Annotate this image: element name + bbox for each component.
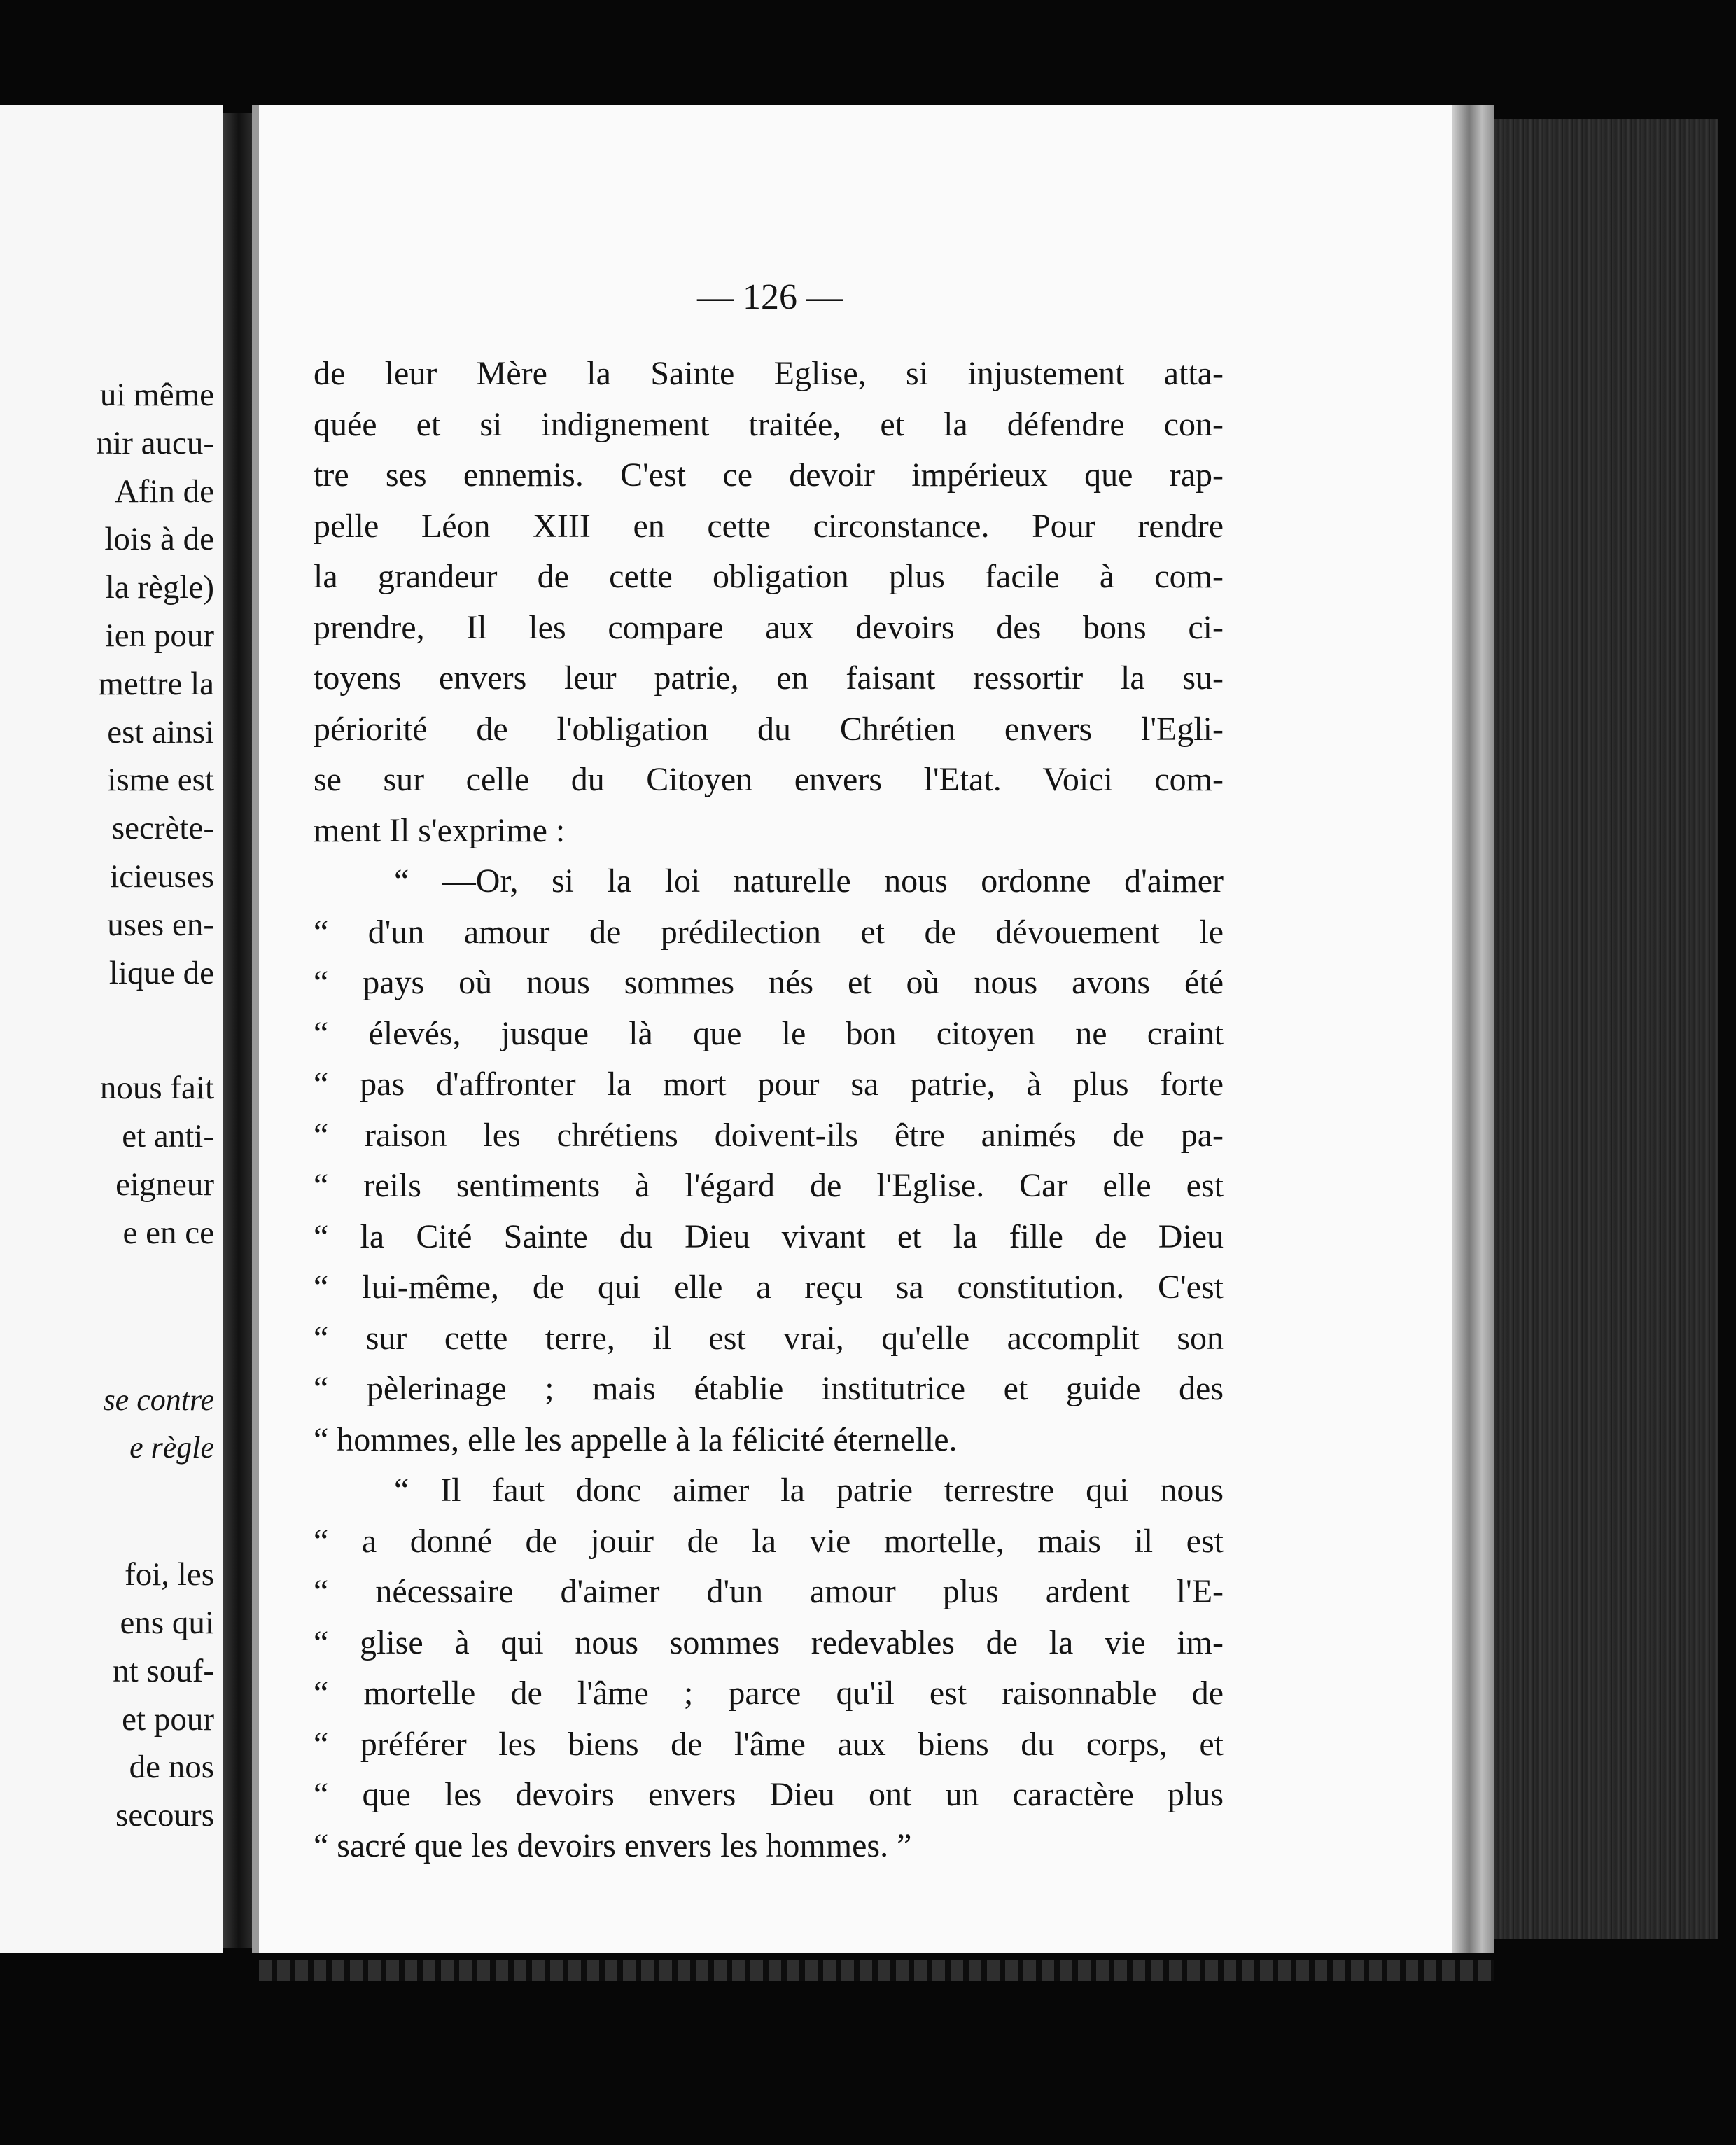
page-body — [314, 349, 1224, 1871]
text-line: ment Il s'exprime : — [314, 811, 566, 849]
left-line: nous fait — [99, 1070, 214, 1107]
left-page — [0, 105, 223, 1953]
quote-line: “ élevés, jusque là que le bon citoyen ne craint — [314, 1014, 1224, 1052]
text-line: quée et si indignement traitée, et la défendre con- — [314, 405, 1224, 443]
left-line: isme est — [107, 762, 214, 799]
left-line: ien pour — [105, 617, 214, 654]
quote-line: “ pèlerinage ; mais établie institutrice et guide des — [314, 1370, 1224, 1407]
left-line-italic: se contre — [103, 1382, 214, 1417]
quote-line: “ mortelle de l'âme ; parce qu'il est raisonnable de — [314, 1675, 1224, 1712]
left-line: Afin de — [114, 473, 214, 510]
quote-line: “ hommes, elle les appelle à la félicité éternelle. — [314, 1420, 958, 1458]
left-line: ui même — [99, 377, 214, 413]
quote-line: “ que les devoirs envers Dieu ont un caractère plus — [314, 1776, 1224, 1813]
left-line: icieuses — [110, 858, 214, 895]
left-line: secrète- — [111, 810, 214, 847]
quote-line: “ glise à qui nous sommes redevables de la vie im- — [314, 1623, 1224, 1661]
page-number: — 126 — — [697, 277, 843, 317]
text-line: se sur celle du Citoyen envers l'Etat. Voici com- — [314, 761, 1224, 798]
quote-line: “ reils sentiments à l'égard de l'Eglise. Car elle est — [314, 1167, 1224, 1204]
left-line: e en ce — [122, 1214, 214, 1251]
book-gutter — [223, 113, 252, 1948]
left-line: nt souf- — [113, 1652, 214, 1689]
left-line: foi, les — [125, 1556, 214, 1593]
left-line: eigneur — [115, 1166, 214, 1203]
book-fore-edge — [1494, 119, 1718, 1939]
left-line: la règle) — [105, 569, 214, 606]
quote-line: “ a donné de jouir de la vie mortelle, mais il est — [314, 1522, 1224, 1560]
left-line: nir aucu- — [96, 424, 214, 461]
text-line: toyens envers leur patrie, en faisant ressortir la su- — [314, 659, 1224, 697]
quote-line: “ préférer les biens de l'âme aux biens du corps, et — [314, 1725, 1224, 1763]
left-line: lois à de — [104, 521, 214, 558]
text-line: périorité de l'obligation du Chrétien envers l'Egli- — [314, 710, 1224, 748]
left-line: ens qui — [120, 1604, 214, 1641]
left-page-text — [0, 371, 214, 1840]
quote-line: “ d'un amour de prédilection et de dévouement le — [314, 913, 1224, 951]
left-line: est ainsi — [107, 713, 214, 750]
text-line: la grandeur de cette obligation plus facile à com- — [314, 558, 1224, 595]
left-line-italic: e règle — [130, 1430, 214, 1465]
quote-line: “ sur cette terre, il est vrai, qu'elle accomplit son — [314, 1319, 1224, 1357]
left-line: secours — [115, 1797, 214, 1834]
quote-line: “ —Or, si la loi naturelle nous ordonne d'aimer — [394, 862, 1224, 900]
quote-line: “ raison les chrétiens doivent-ils être animés de pa- — [314, 1116, 1224, 1154]
left-line: et anti- — [122, 1118, 214, 1155]
left-line: lique de — [108, 954, 214, 991]
left-line: et pour — [122, 1700, 214, 1738]
left-line: uses en- — [107, 906, 214, 943]
text-line: prendre, Il les compare aux devoirs des bons ci- — [314, 608, 1224, 646]
bottom-edge-strip — [259, 1960, 1494, 1981]
page-stack-edge — [1452, 105, 1494, 1953]
quote-line: “ la Cité Sainte du Dieu vivant et la fille de Dieu — [314, 1217, 1224, 1255]
quote-line: “ sacré que les devoirs envers les hommes. ” — [314, 1826, 912, 1864]
text-line: tre ses ennemis. C'est ce devoir impérieux que rap- — [314, 456, 1224, 494]
text-line: de leur Mère la Sainte Eglise, si injustement atta- — [314, 355, 1224, 392]
quote-line: “ lui-même, de qui elle a reçu sa constitution. C'est — [314, 1269, 1224, 1306]
left-line: mettre la — [98, 665, 214, 702]
text-line: pelle Léon XIII en cette circonstance. Pour rendre — [314, 507, 1224, 545]
left-line: de nos — [129, 1749, 214, 1786]
quote-line: “ pays où nous sommes nés et où nous avons été — [314, 964, 1224, 1001]
book-gutter-edge — [252, 105, 259, 1953]
quote-line: “ Il faut donc aimer la patrie terrestre qui nous — [394, 1472, 1224, 1509]
quote-line: “ nécessaire d'aimer d'un amour plus ardent l'E- — [314, 1573, 1224, 1610]
quote-line: “ pas d'affronter la mort pour sa patrie, à plus forte — [314, 1065, 1224, 1103]
